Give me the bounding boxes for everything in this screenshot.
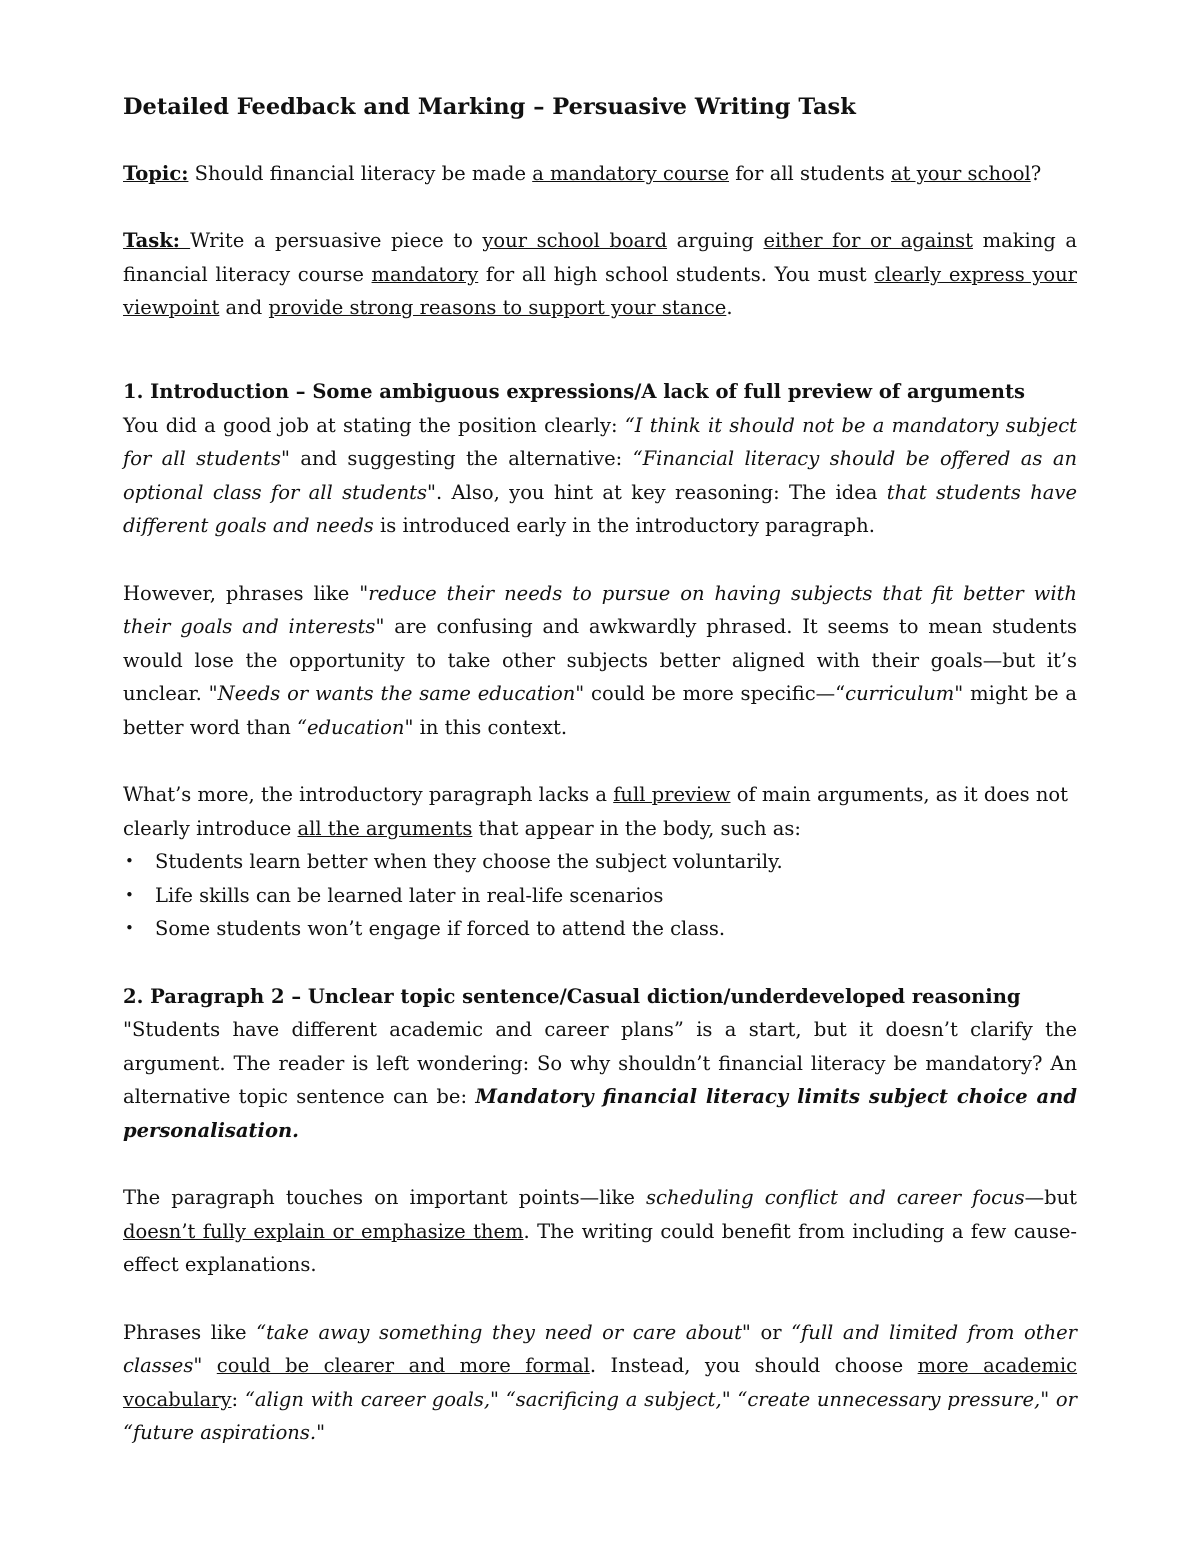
task-text: and <box>219 296 269 320</box>
bullet-icon: • <box>125 852 134 871</box>
quoted-phrase: “Financial literacy should be offered as an optional class for all students" <box>123 447 1078 504</box>
body-text: or <box>750 1320 792 1344</box>
task-text: making a financial literacy course <box>123 229 1077 286</box>
task-underlined-phrase: your school board <box>482 229 668 253</box>
body-text: might be a better word than <box>123 682 1077 739</box>
suggested-topic-sentence: Mandatory financial literacy limits subject choice and personalisation. <box>123 1085 1077 1143</box>
section-1-paragraph-1 <box>123 409 1077 543</box>
quoted-phrase: curriculum" <box>845 682 964 706</box>
bullet-icon: • <box>125 885 134 904</box>
topic-text: ? <box>1030 162 1042 185</box>
underlined-phrase: could be clearer and more formal <box>216 1354 590 1378</box>
task-label: Task: <box>123 229 191 253</box>
body-text <box>202 1354 216 1377</box>
section-2-paragraph-1 <box>123 1013 1077 1147</box>
body-text: What’s more, the introductory paragraph lacks a <box>123 783 614 807</box>
topic-text: for all students <box>729 162 892 185</box>
list-item-text: Life skills can be learned later in real-life scenarios <box>155 883 664 907</box>
list-item <box>123 912 1077 946</box>
emphasized-phrase: that students have different goals and needs <box>123 480 1077 538</box>
body-text: of main arguments, as it does not clearly introduce <box>123 783 1068 840</box>
topic-line <box>123 157 1077 191</box>
body-text: in this context. <box>413 715 568 739</box>
body-text: You did a good job at stating the position clearly: <box>123 413 625 437</box>
task-text: Write a persuasive piece to <box>190 229 483 253</box>
list-item <box>123 879 1077 913</box>
task-underlined-phrase: either for or against <box>763 229 973 253</box>
section-2-heading: 2. Paragraph 2 – Unclear topic sentence/Casual diction/underdeveloped reasoning <box>123 984 1021 1008</box>
list-item-text: Some students won’t engage if forced to attend the class. <box>155 917 726 941</box>
bullet-icon: • <box>125 919 134 938</box>
task-paragraph <box>123 224 1077 325</box>
underlined-phrase: doesn’t fully explain or emphasize them <box>123 1219 524 1243</box>
body-text: : <box>231 1387 245 1411</box>
topic-underlined-phrase: at your school <box>891 162 1031 185</box>
body-text: is introduced early in the introductory paragraph. <box>373 514 875 538</box>
emphasized-phrase: scheduling conflict and career focus <box>646 1186 1025 1210</box>
quoted-phrase: “I think it should not be a mandatory subject for all students" <box>123 413 1077 471</box>
section-1-paragraph-2 <box>123 577 1077 745</box>
body-text: could be more specific—“ <box>584 682 846 706</box>
body-text: —but <box>1024 1186 1077 1210</box>
quoted-phrase: “take away something they need or care about" <box>256 1320 751 1344</box>
topic-label: Topic: <box>123 162 189 185</box>
body-text: that appear in the body, such as: <box>472 816 801 840</box>
task-text: for all high school students. You must <box>478 262 875 286</box>
section-1-paragraph-3 <box>123 778 1077 845</box>
body-text: However, phrases like <box>123 581 360 605</box>
quoted-phrase: "Needs or wants the same education" <box>208 682 585 706</box>
task-underlined-phrase: mandatory <box>371 262 479 286</box>
task-text: . <box>726 296 733 320</box>
body-text: "Students have different academic and career plans” is a start, but it doesn’t clarify the argument. The reader is left wondering: So why shouldn’t financial literacy be mandatory? An alternative topic sentence can be: <box>123 1018 1077 1109</box>
body-text: and suggesting the alternative: <box>289 447 633 471</box>
underlined-phrase: more academic vocabulary <box>123 1354 1078 1411</box>
section-2-paragraph-2 <box>123 1181 1077 1282</box>
list-item-text: Students learn better when they choose the subject voluntarily. <box>155 850 783 874</box>
body-text: . The writing could benefit from including a few cause-effect explanations. <box>123 1219 1078 1277</box>
list-item <box>123 845 1077 879</box>
body-text: . Instead, you should choose <box>589 1354 918 1378</box>
quoted-phrase: “full and limited from other classes" <box>123 1320 1077 1378</box>
section-2-paragraph-3 <box>123 1316 1077 1450</box>
body-text: . Also, you hint at key reasoning: The idea <box>435 480 887 504</box>
quoted-phrase: “education" <box>296 715 414 739</box>
topic-underlined-phrase: a mandatory course <box>532 162 730 185</box>
underlined-phrase: full preview <box>613 783 731 807</box>
body-text: Phrases like <box>123 1320 257 1344</box>
arguments-bullet-list <box>123 845 1077 946</box>
quoted-phrase: "reduce their needs to pursue on having subjects that fit better with their goals and interests" <box>123 581 1077 639</box>
body-text: The paragraph touches on important points—like <box>123 1186 647 1210</box>
document-page <box>123 88 1077 1450</box>
topic-text: Should financial literacy be made <box>188 162 533 185</box>
task-text: arguing <box>667 229 764 253</box>
section-1-heading: 1. Introduction – Some ambiguous expressions/A lack of full preview of arguments <box>123 379 1025 403</box>
quoted-phrase: “align with career goals," “sacrificing a subject," “create unnecessary pressure," or “future aspirations." <box>123 1387 1077 1445</box>
underlined-phrase: all the arguments <box>297 816 473 840</box>
body-text: are confusing and awkwardly phrased. It seems to mean students would lose the opportunity to take other subjects better aligned with their goals—but it’s unclear. <box>123 615 1078 706</box>
task-underlined-phrase: clearly express your viewpoint <box>123 262 1077 320</box>
document-title: Detailed Feedback and Marking – Persuasive Writing Task <box>123 94 856 120</box>
task-underlined-phrase: provide strong reasons to support your stance <box>268 296 727 320</box>
